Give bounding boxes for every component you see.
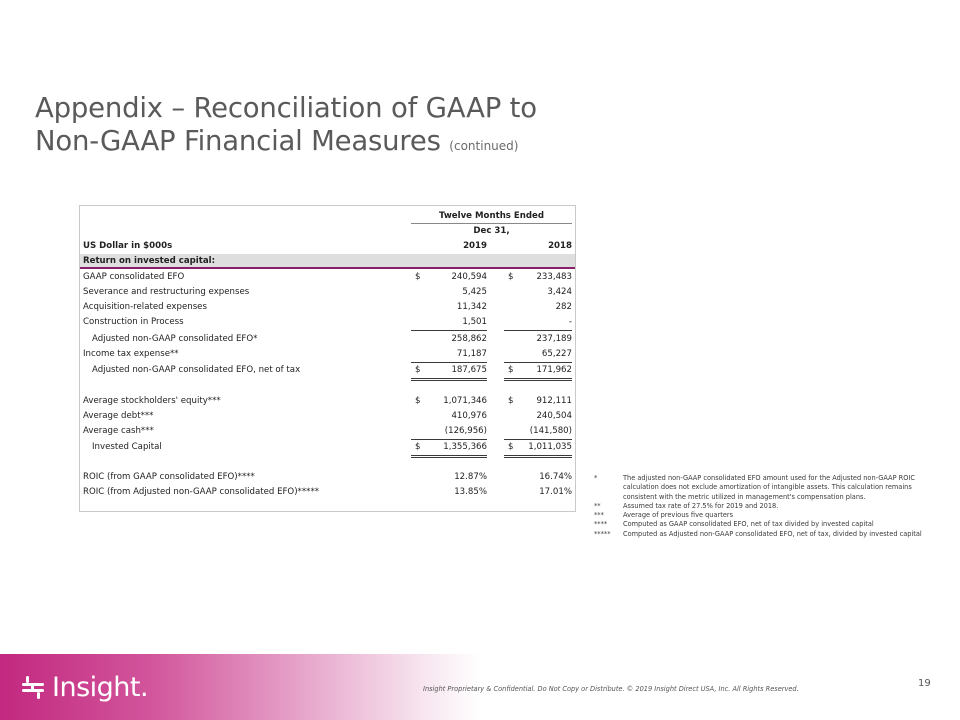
total-double-rule [504,378,572,381]
value-2019: 13.85% [454,487,487,497]
total-double-rule [411,378,487,381]
row-label: Adjusted non-GAAP consolidated EFO, net of tax [92,365,301,375]
value-2018: 65,227 [541,349,572,359]
insight-logo-icon [20,674,46,700]
currency-symbol: $ [508,272,514,282]
cell-2018 [504,409,572,424]
cell-2018 [504,347,572,362]
table-row [80,424,575,439]
cell-2019 [411,424,487,439]
footnote [594,511,944,520]
value-2018: - [568,317,572,327]
cell-2019 [411,285,487,300]
table-row [80,394,575,409]
table-row [80,300,575,315]
total-double-rule [504,455,572,458]
col-header-2019: 2019 [463,241,487,251]
title-line-2-text: Non-GAAP Financial Measures [35,125,441,157]
footnote-mark: ***** [594,529,611,538]
row-label: Invested Capital [92,442,162,452]
row-label: Adjusted non-GAAP consolidated EFO* [92,334,258,344]
page-number: 19 [918,678,931,689]
value-2019: 410,976 [451,411,487,421]
footnote-mark: * [594,474,598,482]
value-2018: 16.74% [539,472,572,482]
row-label: ROIC (from Adjusted non-GAAP consolidated EFO)***** [83,487,320,497]
section-label: Return on invested capital: [83,256,216,266]
cell-2018 [504,470,572,485]
cell-2019 [411,300,487,315]
value-2019: 71,187 [456,349,487,359]
footnote-text: Computed as Adjusted non-GAAP consolidated EFO, net of tax, divided by invested capital [623,529,922,538]
cell-2018 [504,332,572,347]
roic-table [79,205,576,512]
col-header-2018: 2018 [548,241,572,251]
table-row [80,315,575,330]
cell-2018 [504,315,572,330]
unit-label: US Dollar in $000s [83,241,173,251]
currency-symbol: $ [415,365,421,375]
subtotal-rule [504,330,572,331]
cell-2018 [504,440,572,455]
cell-2019 [411,394,487,409]
value-2019: 187,675 [451,365,487,375]
table-row [80,440,575,455]
value-2018: 17.01% [539,487,572,497]
value-2019: 1,355,366 [443,442,487,452]
footnote-text: Assumed tax rate of 27.5% for 2019 and 2018. [623,501,779,510]
cell-2018 [504,485,572,500]
value-2019: 258,862 [451,334,487,344]
value-2018: 912,111 [536,396,572,406]
currency-symbol: $ [415,442,421,452]
footnote-text: Computed as GAAP consolidated EFO, net of tax divided by invested capital [623,520,874,529]
value-2018: 282 [555,302,572,312]
cell-2018 [504,424,572,439]
cell-2019 [411,485,487,500]
table-row [80,409,575,424]
cell-2019 [411,270,487,285]
cell-2018 [504,270,572,285]
value-2019: (126,956) [444,426,487,436]
cell-2019 [411,363,487,378]
cell-2018 [504,285,572,300]
table-row [80,347,575,362]
value-2018: 233,483 [536,272,572,282]
value-2018: 237,189 [536,334,572,344]
row-label: Severance and restructuring expenses [83,287,250,297]
row-label: Construction in Process [83,317,184,327]
subtotal-rule [411,330,487,331]
cell-2018 [504,394,572,409]
logo-text: Insight. [52,671,149,703]
row-label: Average stockholders' equity*** [83,396,221,406]
table-row [80,332,575,347]
footnotes [594,474,944,539]
table-row [80,363,575,378]
footnote-mark: ** [594,501,601,510]
title-suffix: (continued) [449,139,519,153]
insight-logo [20,669,148,705]
cell-2019 [411,440,487,455]
total-double-rule [411,455,487,458]
table-row [80,470,575,485]
currency-symbol: $ [415,272,421,282]
value-2019: 240,594 [451,272,487,282]
footnote [594,502,944,511]
value-2018: (141,580) [529,426,572,436]
cell-2018 [504,300,572,315]
row-label: Average debt*** [83,411,154,421]
currency-symbol: $ [508,396,514,406]
slide-title [35,92,735,163]
value-2019: 1,501 [462,317,487,327]
value-2018: 171,962 [536,365,572,375]
value-2018: 3,424 [547,287,572,297]
currency-symbol: $ [508,442,514,452]
footnote [594,530,944,539]
cell-2019 [411,347,487,362]
value-2019: 12.87% [454,472,487,482]
value-2018: 1,011,035 [528,442,572,452]
cell-2019 [411,409,487,424]
footnote-text: Average of previous five quarters [623,511,734,520]
row-label: Acquisition-related expenses [83,302,207,312]
title-line-2 [35,125,735,163]
title-line-1: Appendix – Reconciliation of GAAP to [35,92,537,124]
cell-2019 [411,315,487,330]
cell-2019 [411,332,487,347]
footnote [594,520,944,529]
row-label: Average cash*** [83,426,154,436]
period-header: Twelve Months Ended [438,211,545,221]
table-row [80,270,575,285]
footnote-text: The adjusted non-GAAP consolidated EFO amount used for the Adjusted non-GAAP ROIC calculation does not exclude amortization of intangible assets. This calculation remains consistent with the metric utilized in management's compensation plans. [623,474,915,501]
legal-notice: Insight Proprietary & Confidential. Do Not Copy or Distribute. © 2019 Insight Direct USA, Inc. All Rights Reserved. [423,685,799,693]
footnote-mark: **** [594,520,608,529]
cell-2019 [411,470,487,485]
footnote [594,474,944,502]
section-header [80,254,575,269]
table-row [80,485,575,500]
cell-2018 [504,363,572,378]
currency-symbol: $ [508,365,514,375]
row-label: ROIC (from GAAP consolidated EFO)**** [83,472,255,482]
currency-symbol: $ [415,396,421,406]
value-2019: 11,342 [456,302,487,312]
value-2019: 5,425 [462,287,487,297]
period-subheader: Dec 31, [473,226,510,236]
table-row [80,285,575,300]
row-label: Income tax expense** [83,349,179,359]
footnote-mark: *** [594,511,604,520]
value-2019: 1,071,346 [443,396,487,406]
value-2018: 240,504 [536,411,572,421]
row-label: GAAP consolidated EFO [83,272,185,282]
